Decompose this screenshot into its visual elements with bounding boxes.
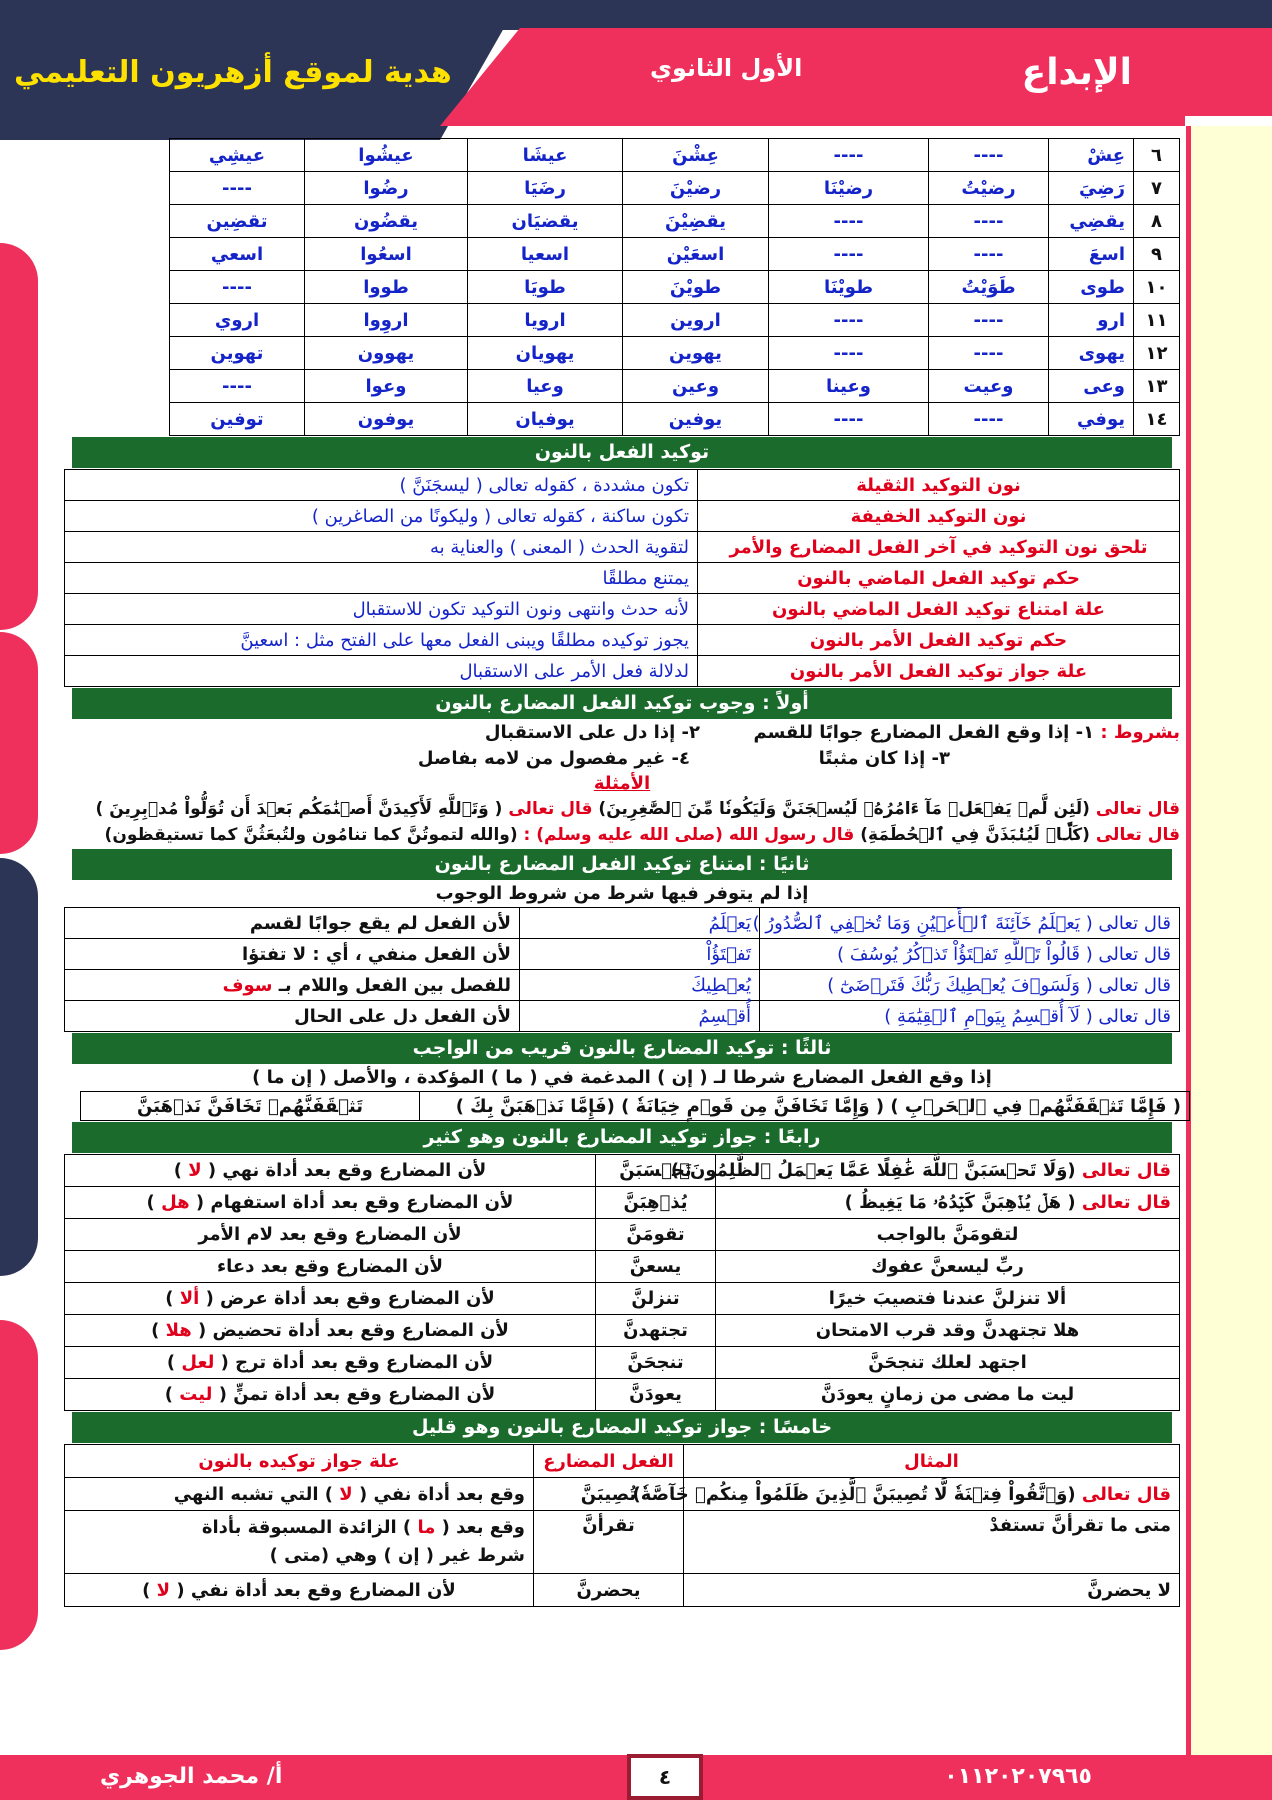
verb-cell: تهوين: [170, 337, 305, 370]
kathir-row: [65, 1219, 1180, 1251]
verb-row-number: ١١: [1134, 304, 1180, 337]
verb-cell: طويَا: [468, 271, 623, 304]
qalil-row1-reason: [65, 1478, 534, 1511]
qalil-row1-label: قال تعالى: [1081, 1483, 1171, 1505]
kathir-reason-text: لأن المضارع وقع بعد أداة نهي (: [207, 1160, 487, 1181]
verb-cell: رضُوا: [305, 172, 468, 205]
verb-cell: وعيا: [468, 370, 623, 403]
kathir-reason-tool: ليت: [179, 1384, 213, 1405]
verb-cell: ----: [929, 403, 1049, 436]
kathir-row: [65, 1187, 1180, 1219]
header-center-title: الأول الثانوي: [650, 54, 803, 82]
verb-cell: يهوين: [623, 337, 769, 370]
section-title-tawkeed: توكيد الفعل بالنون: [72, 437, 1172, 468]
verb-cell: ----: [929, 139, 1049, 172]
kathir-reason: [65, 1155, 596, 1187]
imtina-row: [65, 970, 1180, 1001]
kathir-reason: [65, 1219, 596, 1251]
kathir-reason-tool: هل: [161, 1192, 190, 1213]
kathir-reason-close: ): [173, 1160, 182, 1181]
section-title-qarib: ثالثًا : توكيد المضارع بالنون قريب من الواجب: [72, 1033, 1172, 1064]
verb-row: [64, 172, 1180, 205]
verb-cell: ارو: [1049, 304, 1134, 337]
verb-cell: ارويا: [468, 304, 623, 337]
verb-row-number: ٨: [1134, 205, 1180, 238]
verb-cell: عِشْ: [1049, 139, 1134, 172]
qarib-verbs: تَثۡقَفَنَّهُمۡ تَخَافَنَّ نَذۡهَبَنَّ: [81, 1092, 420, 1121]
kathir-reason: [65, 1187, 596, 1219]
qalil-row3-example: لا يحضرنَّ: [684, 1574, 1180, 1607]
tawkeed-row: [65, 656, 1180, 687]
verb-row: [64, 205, 1180, 238]
kathir-verb: يعودَنَّ: [596, 1379, 716, 1411]
qalil-row2-verb: تقرأنَّ: [534, 1511, 684, 1574]
tawkeed-row: [65, 625, 1180, 656]
imtina-reason: [65, 939, 520, 970]
verb-row-number: ٧: [1134, 172, 1180, 205]
tawkeed-label: علة امتناع توكيد الفعل الماضي بالنون: [698, 594, 1180, 625]
verb-cell: رَضِيَ: [1049, 172, 1134, 205]
verb-cell: عِشْنَ: [623, 139, 769, 172]
kathir-example: [670, 1155, 1180, 1187]
jawaz-qalil-table: [64, 1444, 1180, 1607]
condition-2: ٢- إذا دل على الاستقبال: [484, 722, 700, 743]
tawkeed-table: [64, 469, 1180, 687]
verb-cell: ----: [769, 403, 929, 436]
imtina-reason: [65, 908, 520, 939]
section-title-imtina: ثانيًا : امتناع توكيد الفعل المضارع بالنون: [72, 849, 1172, 880]
verb-cell: وعين: [623, 370, 769, 403]
example-2-text: (كَلَّاۖ لَيُنۢبَذَنَّ فِي ٱلۡحُطَمَةِ): [860, 825, 1090, 845]
section-title-wujub: أولاً : وجوب توكيد الفعل المضارع بالنون: [72, 688, 1172, 719]
verb-cell: رضيْنَ: [623, 172, 769, 205]
verb-cell: عيشُوا: [305, 139, 468, 172]
kathir-row: [65, 1379, 1180, 1411]
page-content: [64, 138, 1180, 1607]
kathir-example-text: لتقومَنَّ بالواجب: [876, 1224, 1019, 1245]
tawkeed-value: تكون ساكنة ، كقوله تعالى ( وليكونًا من الصاغرين ): [65, 501, 698, 532]
kathir-reason: [65, 1315, 596, 1347]
verb-cell: وعيت: [929, 370, 1049, 403]
kathir-example: [716, 1219, 1180, 1251]
qalil-head-verb: الفعل المضارع: [534, 1445, 684, 1478]
section-title-jawaz-qalil: خامسًا : جواز توكيد المضارع بالنون وهو قليل: [72, 1412, 1172, 1443]
verb-row-number: ١٢: [1134, 337, 1180, 370]
qalil-row3-verb: يحضرنَّ: [534, 1574, 684, 1607]
verb-cell: ----: [769, 139, 929, 172]
qarib-example: ( فَإِمَّا تَثۡقَفَنَّهُمۡ فِي ٱلۡحَرۡبِ ) ( وَإِمَّا تَخَافَنَّ مِن قَوۡمٍ خِيَانَةٗ ) (فَإِمَّا نَذۡهَبَنَّ بِكَ ): [420, 1092, 1190, 1121]
verb-cell: تقضِين: [170, 205, 305, 238]
qalil-row1-text: (وَٱتَّقُواْ فِتۡنَةٗ لَّا تُصِيبَنَّ ٱلَّذِينَ ظَلَمُواْ مِنكُمۡ خَآصَّةٗ): [632, 1483, 1076, 1505]
verb-cell: وعوا: [305, 370, 468, 403]
qalil-row3-reason-b: ): [142, 1579, 151, 1601]
verb-row-number: ١٠: [1134, 271, 1180, 304]
verb-row: [64, 370, 1180, 403]
left-stripe-red-2: [0, 1320, 38, 1650]
header-left-title: هدية لموقع أزهريون التعليمي: [14, 55, 452, 90]
kathir-verb: يُذۡهِبَنَّ: [596, 1187, 716, 1219]
verb-cell: رضيْتُ: [929, 172, 1049, 205]
verb-cell: عيشِي: [170, 139, 305, 172]
kathir-verb: تنجحَنَّ: [596, 1347, 716, 1379]
verb-cell: يقضِيْنَ: [623, 205, 769, 238]
verb-row: [64, 403, 1180, 436]
imtina-verb: أُقۡسِمُ: [520, 1001, 760, 1032]
imtina-table: [64, 907, 1180, 1032]
kathir-example: [716, 1283, 1180, 1315]
kathir-example-text: اجتهد لعلك تنجحَنَّ: [868, 1352, 1027, 1373]
jawaz-kathir-table: [64, 1154, 1180, 1411]
verb-row: [64, 271, 1180, 304]
verb-cell: ----: [929, 238, 1049, 271]
verb-cell: طويْنَا: [769, 271, 929, 304]
kathir-reason-text: لأن المضارع وقع بعد أداة ترج (: [220, 1352, 494, 1373]
kathir-example: [716, 1251, 1180, 1283]
tawkeed-label: تلحق نون التوكيد في آخر الفعل المضارع والأمر: [698, 532, 1180, 563]
qalil-head-reason: علة جواز توكيده بالنون: [65, 1445, 534, 1478]
verb-cell: يوفين: [623, 403, 769, 436]
example-2b-text: (والله لتموتُنَّ كما تنامُون ولتُبعَثُنَّ كما تستيقظون): [104, 825, 518, 845]
verb-cell: ----: [929, 304, 1049, 337]
imtina-reason-text: للفصل بين الفعل واللام بـ: [278, 974, 511, 996]
verb-cell: اسعَيْن: [623, 238, 769, 271]
tawkeed-value: يمتنع مطلقًا: [65, 563, 698, 594]
qalil-row2-reason-b: ) الزائدة المسبوقة بأداة: [201, 1517, 412, 1538]
imtina-row: [65, 939, 1180, 970]
verb-cell: ----: [929, 205, 1049, 238]
imtina-reason: [65, 970, 520, 1001]
condition-4: ٤- غير مفصول من لامه بفاصل: [417, 748, 690, 769]
verb-row-number: ١٤: [1134, 403, 1180, 436]
kathir-example: [716, 1379, 1180, 1411]
qalil-row1-example: [632, 1478, 1180, 1511]
left-stripe-navy: [0, 858, 38, 1276]
left-stripe-red: [0, 243, 38, 630]
verb-cell: رضيْنَا: [769, 172, 929, 205]
verb-cell: عيشَا: [468, 139, 623, 172]
kathir-example-text: (وَلَا تَحۡسَبَنَّ ٱللَّهَ غَٰفِلًا عَمَّا يَعۡمَلُ ٱلظَّٰلِمُونَۚ): [670, 1160, 1076, 1181]
verb-cell: يقضِي: [1049, 205, 1134, 238]
header-right-title: الإبداع: [1021, 52, 1132, 93]
kathir-example: [716, 1187, 1180, 1219]
conditions-line-2: [64, 746, 1180, 772]
qarib-subtitle: إذا وقع الفعل المضارع شرطا لـ ( إن ) المدغمة في ( ما ) المؤكدة ، والأصل ( إن ما ): [252, 1067, 992, 1088]
kathir-verb: تنزلنَّ: [596, 1283, 716, 1315]
tawkeed-row: [65, 470, 1180, 501]
verb-cell: يهوون: [305, 337, 468, 370]
verb-cell: طويْنَ: [623, 271, 769, 304]
verb-cell: طَوَيْتُ: [929, 271, 1049, 304]
footer-phone: ٠١١٢٠٢٠٧٩٦٥: [944, 1764, 1092, 1789]
example-1b-label: قال تعالى: [508, 799, 593, 819]
kathir-reason-text: لأن المضارع وقع بعد أداة استفهام (: [195, 1192, 514, 1213]
examples-title: الأمثلة: [593, 773, 651, 794]
verb-cell: يقضيَان: [468, 205, 623, 238]
verb-cell: طوى: [1049, 271, 1134, 304]
conditions-label: بشروط :: [1100, 722, 1180, 743]
qalil-row2-reason: [65, 1511, 534, 1574]
footer-author: أ/ محمد الجوهري: [100, 1764, 283, 1789]
verb-cell: اسعُوا: [305, 238, 468, 271]
verb-cell: ----: [929, 337, 1049, 370]
kathir-reason-close: ): [164, 1384, 173, 1405]
kathir-reason-tool: ألا: [179, 1288, 200, 1309]
verb-cell: يوفون: [305, 403, 468, 436]
imtina-row: [65, 1001, 1180, 1032]
verb-cell: رضَيَا: [468, 172, 623, 205]
example-2-label: قال تعالى: [1095, 825, 1180, 845]
kathir-row: [65, 1283, 1180, 1315]
qalil-row3-reason-a: لأن المضارع وقع بعد أداة نفي (: [176, 1579, 456, 1601]
tawkeed-row: [65, 594, 1180, 625]
verb-row-number: ١٣: [1134, 370, 1180, 403]
kathir-row: [65, 1347, 1180, 1379]
kathir-row: [65, 1155, 1180, 1187]
kathir-reason-text: لأن المضارع وقع بعد دعاء: [216, 1256, 444, 1277]
verb-row-number: ٦: [1134, 139, 1180, 172]
kathir-reason: [65, 1347, 596, 1379]
kathir-example-text: ( هَلۡ يُذۡهِبَنَّ كَيۡدُهُۥ مَا يَغِيظُ ): [844, 1192, 1076, 1213]
kathir-verb: يسعنَّ: [596, 1251, 716, 1283]
left-stripe-red-3: [0, 632, 38, 854]
qalil-row1-verb: تُصِيبَنَّ: [534, 1478, 684, 1511]
kathir-reason-close: ): [151, 1320, 160, 1341]
kathir-example: [716, 1347, 1180, 1379]
kathir-example-text: هلا تجتهدنَّ وقد قرب الامتحان: [815, 1320, 1080, 1341]
tawkeed-label: نون التوكيد الخفيفة: [698, 501, 1180, 532]
verb-row: [64, 238, 1180, 271]
tawkeed-label: حكم توكيد الفعل الأمر بالنون: [698, 625, 1180, 656]
verb-cell: اروين: [623, 304, 769, 337]
verb-conjugation-table: [63, 138, 1180, 436]
tawkeed-label: نون التوكيد الثقيلة: [698, 470, 1180, 501]
qalil-row1-reason-a: وقع بعد أداة نفي (: [358, 1483, 525, 1505]
verb-cell: ----: [170, 370, 305, 403]
tawkeed-row: [65, 563, 1180, 594]
kathir-example-text: ألا تنزلنَّ عندنا فتصيبَ خيرًا: [828, 1288, 1067, 1309]
imtina-example: قال تعالى ( يَعۡلَمُ خَآئِنَةَ ٱلۡأَعۡيُنِ وَمَا تُخۡفِي ٱلصُّدُورُ ): [760, 908, 1180, 939]
verb-cell: يوفيان: [468, 403, 623, 436]
verb-cell: ----: [170, 172, 305, 205]
qarib-table: [80, 1091, 1190, 1121]
kathir-example: [716, 1315, 1180, 1347]
imtina-reason-text: لأن الفعل منفي ، أي : لا تفتؤا: [241, 943, 511, 965]
verb-row: [64, 337, 1180, 370]
verb-cell: وعينا: [769, 370, 929, 403]
example-1b-text: ( وَتَٱللَّهِ لَأَكِيدَنَّ أَصۡنَٰمَكُم بَعۡدَ أَن تُوَلُّواْ مُدۡبِرِينَ ): [95, 799, 503, 819]
kathir-verb: تجتهدنَّ: [596, 1315, 716, 1347]
example-line-1: [64, 796, 1180, 822]
verb-row: [64, 304, 1180, 337]
qalil-head-example: المثال: [684, 1445, 1180, 1478]
verb-cell: ----: [769, 304, 929, 337]
tawkeed-value: لدلالة فعل الأمر على الاستقبال: [65, 656, 698, 687]
kathir-reason: [65, 1283, 596, 1315]
tawkeed-value: لتقوية الحدث ( المعنى ) والعناية به: [65, 532, 698, 563]
tawkeed-row: [65, 532, 1180, 563]
verb-cell: يهوى: [1049, 337, 1134, 370]
qalil-row1-reason-b: ) التي تشبه النهي: [173, 1483, 334, 1505]
kathir-example-text: ربِّ ليسعنَّ عفوك: [871, 1256, 1024, 1277]
verb-row: [64, 139, 1180, 172]
kathir-reason-tool: لا: [188, 1160, 202, 1181]
tawkeed-row: [65, 501, 1180, 532]
example-2b-label: قال رسول الله (صلى الله عليه وسلم) :: [523, 825, 855, 845]
conditions-line-1: [64, 720, 1180, 746]
verb-cell: اسعي: [170, 238, 305, 271]
verb-cell: ----: [170, 271, 305, 304]
condition-3: ٣- إذا كان مثبتًا: [818, 748, 950, 769]
imtina-example: قال تعالى ( وَلَسَوۡفَ يُعۡطِيكَ رَبُّكَ فَتَرۡضَىٰٓ ): [760, 970, 1180, 1001]
verb-cell: يهويان: [468, 337, 623, 370]
qalil-row1-tool: لا: [339, 1483, 353, 1505]
kathir-reason-close: ): [166, 1352, 176, 1373]
verb-cell: اروِوا: [305, 304, 468, 337]
verb-cell: توفين: [170, 403, 305, 436]
page-number: ٤: [627, 1754, 703, 1800]
qalil-row2-reason-a: وقع بعد (: [441, 1517, 525, 1538]
verb-cell: ----: [769, 205, 929, 238]
imtina-subtitle: إذا لم يتوفر فيها شرط من شروط الوجوب: [435, 883, 809, 904]
kathir-reason-text: لأن المضارع وقع بعد أداة عرض (: [205, 1288, 495, 1309]
verb-cell: يوفي: [1049, 403, 1134, 436]
example-1-text: (لَئِن لَّمۡ يَفۡعَلۡ مَآ ءَامُرُهُۥ لَيُسۡجَنَنَّ وَلَيَكُونٗا مِّنَ ٱلصَّٰغِرِينَ): [598, 799, 1090, 819]
kathir-verb: تَحۡسَبَنَّ: [596, 1155, 716, 1187]
section-title-jawaz-kathir: رابعًا : جواز توكيد المضارع بالنون وهو كثير: [72, 1122, 1172, 1153]
tawkeed-label: علة جواز توكيد الفعل الأمر بالنون: [698, 656, 1180, 687]
right-margin-panel: [1186, 126, 1272, 1758]
verb-cell: ----: [769, 238, 929, 271]
imtina-example: قال تعالى ( قَالُواْ تَٱللَّهِ تَفۡتَؤُاْ تَذۡكُرُ يُوسُفَ ): [760, 939, 1180, 970]
kathir-reason-close: ): [146, 1192, 155, 1213]
condition-1: ١- إذا وقع الفعل المضارع جوابًا للقسم: [753, 722, 1095, 743]
verb-cell: يقضُون: [305, 205, 468, 238]
qalil-row3-tool: لا: [156, 1579, 171, 1601]
verb-cell: اسعَ: [1049, 238, 1134, 271]
kathir-reason-tool: لعل: [181, 1352, 215, 1373]
imtina-reason-text: لأن الفعل لم يقع جوابًا لقسم: [249, 912, 511, 934]
tawkeed-value: يجوز توكيده مطلقًا ويبنى الفعل معها على الفتح مثل : اسعينَّ: [65, 625, 698, 656]
tawkeed-value: تكون مشددة ، كقوله تعالى ( ليسجَنَنَّ ): [65, 470, 698, 501]
qalil-row2-reason-c: شرط غير ( إن ) وهي (متى ): [269, 1545, 525, 1566]
kathir-reason-text: لأن المضارع وقع بعد أداة تحضيض (: [198, 1320, 509, 1341]
kathir-row: [65, 1251, 1180, 1283]
verb-row-number: ٩: [1134, 238, 1180, 271]
kathir-row: [65, 1315, 1180, 1347]
kathir-example-label: قال تعالى: [1081, 1192, 1171, 1213]
imtina-example: قال تعالى ( لَآ أُقۡسِمُ بِيَوۡمِ ٱلۡقِيَٰمَةِ ): [760, 1001, 1180, 1032]
imtina-verb: يُعۡطِيكَ: [520, 970, 760, 1001]
verb-cell: طووا: [305, 271, 468, 304]
kathir-verb: تقومَنَّ: [596, 1219, 716, 1251]
kathir-reason: [65, 1379, 596, 1411]
qalil-row2-example: متى ما تقرأنَّ تستفدْ: [684, 1511, 1180, 1574]
example-line-2: [64, 822, 1180, 848]
imtina-verb: يَعۡلَمُ: [520, 908, 760, 939]
verb-cell: وعى: [1049, 370, 1134, 403]
kathir-reason-tool: هلا: [165, 1320, 192, 1341]
kathir-reason: [65, 1251, 596, 1283]
imtina-verb: تَفۡتَؤُاْ: [520, 939, 760, 970]
imtina-reason-text: لأن الفعل دل على الحال: [294, 1005, 511, 1027]
tawkeed-label: حكم توكيد الفعل الماضي بالنون: [698, 563, 1180, 594]
kathir-example-label: قال تعالى: [1081, 1160, 1171, 1181]
kathir-reason-close: ): [165, 1288, 174, 1309]
kathir-reason-text: لأن المضارع وقع بعد لام الأمر: [198, 1224, 462, 1245]
tawkeed-value: لأنه حدث وانتهى ونون التوكيد تكون للاستقبال: [65, 594, 698, 625]
kathir-reason-text: لأن المضارع وقع بعد أداة تمنٍّ (: [218, 1384, 496, 1405]
verb-cell: اسعيا: [468, 238, 623, 271]
qalil-row3-reason: [65, 1574, 534, 1607]
qalil-row2-tool: ما: [417, 1517, 436, 1538]
imtina-reason-keyword: سوف: [222, 974, 273, 996]
kathir-example-text: ليت ما مضى من زمانٍ يعودَنَّ: [820, 1384, 1075, 1405]
imtina-reason: [65, 1001, 520, 1032]
verb-cell: اروي: [170, 304, 305, 337]
example-1-label: قال تعالى: [1095, 799, 1180, 819]
imtina-row: [65, 908, 1180, 939]
verb-cell: ----: [769, 337, 929, 370]
